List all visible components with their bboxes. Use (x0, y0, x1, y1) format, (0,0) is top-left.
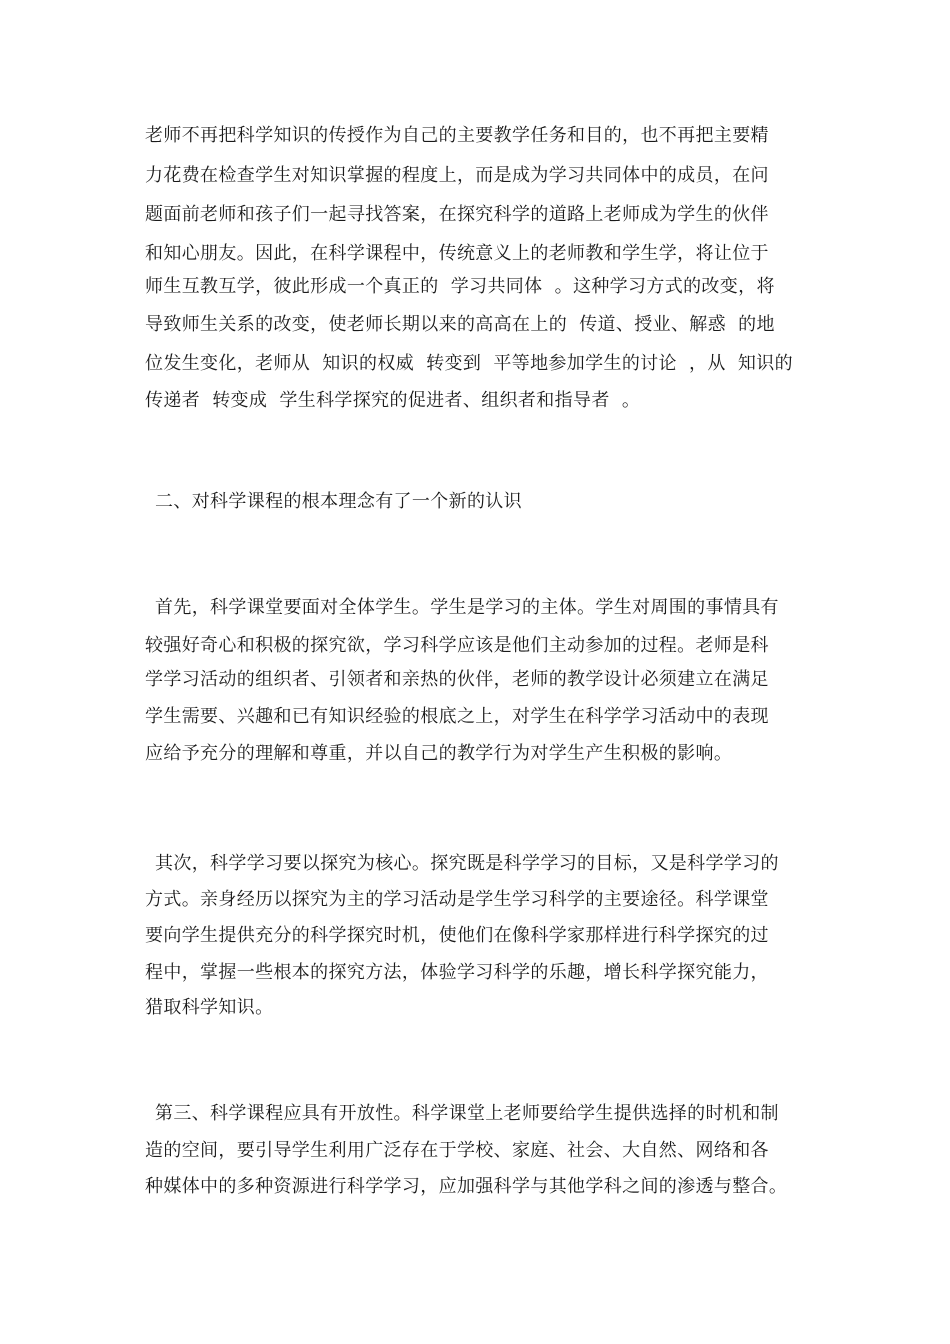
paragraph-line: 较强好奇心和积极的探究欲，学习科学应该是他们主动参加的过程。老师是科 (145, 635, 769, 656)
paragraph-line: 猎取科学知识。 (145, 997, 274, 1018)
paragraph-line: 师生互教互学，彼此形成一个真正的 学习共同体 。这种学习方式的改变，将 (145, 276, 775, 297)
paragraph-line: 学学习活动的组织者、引领者和亲热的伙伴，老师的教学设计必须建立在满足 (145, 669, 769, 690)
paragraph-line: 老师不再把科学知识的传授作为自己的主要教学任务和目的，也不再把主要精 (145, 125, 769, 146)
paragraph-line: 要向学生提供充分的科学探究时机，使他们在像科学家那样进行科学探究的过 (145, 925, 769, 946)
paragraph-line: 首先，科学课堂要面对全体学生。学生是学习的主体。学生对周围的事情具有 (155, 597, 779, 618)
paragraph-line: 学生需要、兴趣和已有知识经验的根底之上，对学生在科学学习活动中的表现 (145, 706, 769, 727)
section-heading: 二、对科学课程的根本理念有了一个新的认识 (155, 491, 522, 512)
paragraph-line: 力花费在检查学生对知识掌握的程度上，而是成为学习共同体中的成员，在问 (145, 165, 769, 186)
paragraph-line: 位发生变化，老师从 知识的权威 转变到 平等地参加学生的讨论 ，从 知识的 (145, 353, 793, 374)
paragraph-line: 第三、科学课程应具有开放性。科学课堂上老师要给学生提供选择的时机和制 (155, 1103, 779, 1124)
paragraph-line: 种媒体中的多种资源进行科学学习，应加强科学与其他学科之间的渗透与整合。 (145, 1176, 788, 1197)
paragraph-line: 程中，掌握一些根本的探究方法，体验学习科学的乐趣，增长科学探究能力， (145, 962, 769, 983)
paragraph-line: 方式。亲身经历以探究为主的学习活动是学生学习科学的主要途径。科学课堂 (145, 889, 769, 910)
paragraph-line: 和知心朋友。因此，在科学课程中，传统意义上的老师教和学生学，将让位于 (145, 243, 769, 264)
paragraph-line: 传递者 转变成 学生科学探究的促进者、组织者和指导者 。 (145, 390, 641, 411)
paragraph-line: 应给予充分的理解和尊重，并以自己的教学行为对学生产生积极的影响。 (145, 743, 733, 764)
paragraph-line: 其次，科学学习要以探究为核心。探究既是科学学习的目标，又是科学学习的 (155, 853, 779, 874)
paragraph-line: 导致师生关系的改变，使老师长期以来的高高在上的 传道、授业、解惑 的地 (145, 314, 775, 335)
paragraph-line: 造的空间，要引导学生利用广泛存在于学校、家庭、社会、大自然、网络和各 (145, 1140, 769, 1161)
paragraph-line: 题面前老师和孩子们一起寻找答案，在探究科学的道路上老师成为学生的伙伴 (145, 204, 769, 225)
